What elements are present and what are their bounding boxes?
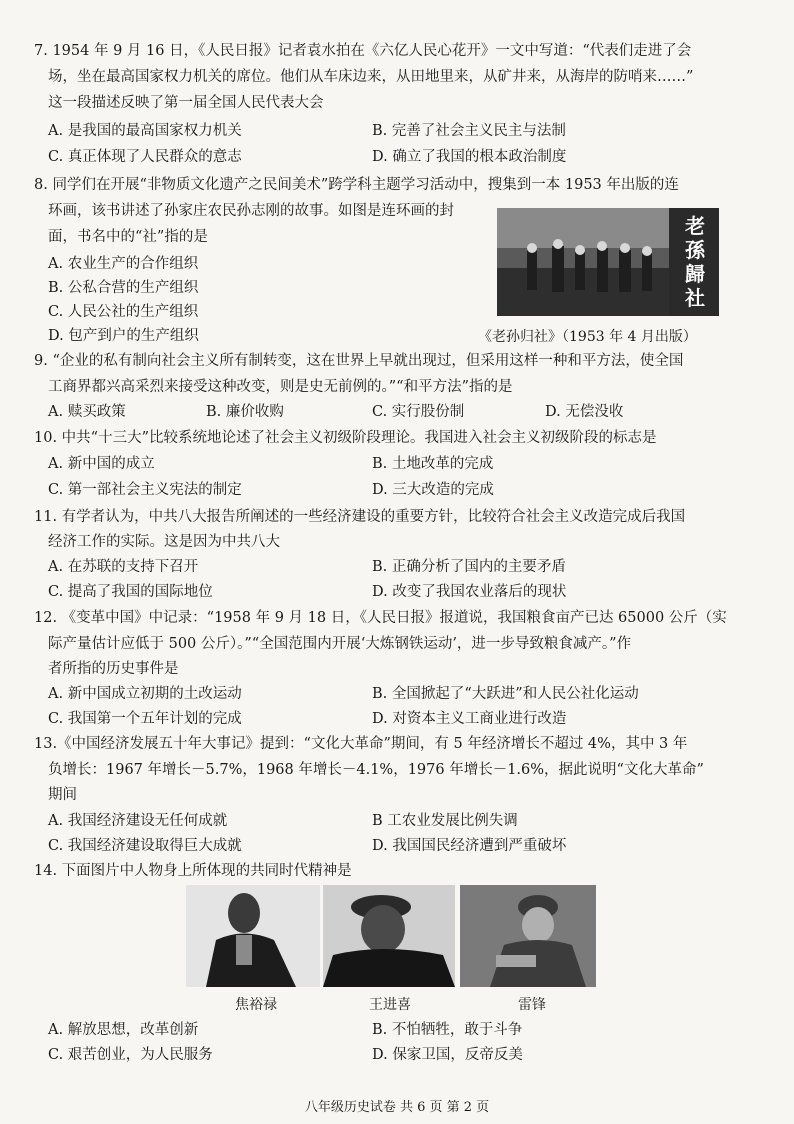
q7-stem-line-2: 场，坐在最高国家权力机关的席位。他们从车床边来，从田地里来，从矿井来，从海岸的防哨来……” — [48, 69, 694, 85]
portrait-name-3: 雷锋 — [518, 997, 546, 1013]
portrait-name-1: 焦裕禄 — [235, 997, 277, 1013]
q8-option-d: D. 包产到户的生产组织 — [48, 328, 199, 344]
portrait-jiao-yulu-illustration — [186, 885, 320, 987]
q14-stem-line-1: 14. 下面图片中人物身上所体现的共同时代精神是 — [34, 863, 352, 879]
q13-stem-line-2: 负增长：1967 年增长－5.7%，1968 年增长－4.1%，1976 年增长－1.6%，据此说明“文化大革命” — [48, 762, 704, 778]
q13-stem-line-1: 13.《中国经济发展五十年大事记》提到：“文化大革命”期间，有 5 年经济增长不超过 4%，其中 3 年 — [34, 736, 688, 752]
q10-option-a: A. 新中国的成立 — [48, 456, 155, 472]
page-footer: 八年级历史试卷 共 6 页 第 2 页 — [304, 1100, 490, 1115]
q11-option-d: D. 改变了我国农业落后的现状 — [372, 584, 567, 600]
portrait-wang-jinxi-illustration — [323, 885, 455, 987]
q9-option-b: B. 廉价收购 — [206, 404, 284, 420]
q9-option-c: C. 实行股份制 — [372, 404, 465, 420]
q11-option-c: C. 提高了我国的国际地位 — [48, 584, 213, 600]
q14-option-b: B. 不怕牺牲，敢于斗争 — [372, 1022, 523, 1038]
q9-option-d: D. 无偿没收 — [545, 404, 624, 420]
q11-option-b: B. 正确分析了国内的主要矛盾 — [372, 559, 566, 575]
q9-option-a: A. 赎买政策 — [48, 404, 126, 420]
comic-cover-title: 老孫歸社 — [685, 214, 705, 310]
q8-stem-line-1: 8. 同学们在开展“非物质文化遗产之民间美术”跨学科主题学习活动中，搜集到一本 1953 年出版的连 — [34, 177, 679, 193]
q14-option-c: C. 艰苦创业，为人民服务 — [48, 1047, 213, 1063]
q7-stem-line-3: 这一段描述反映了第一届全国人民代表大会 — [48, 95, 324, 111]
q7-option-a: A. 是我国的最高国家权力机关 — [48, 123, 242, 139]
q13-option-d: D. 我国国民经济遭到严重破坏 — [372, 838, 567, 854]
q8-stem-line-2: 环画，该书讲述了孙家庄农民孙志刚的故事。如图是连环画的封 — [48, 203, 454, 219]
q10-option-c: C. 第一部社会主义宪法的制定 — [48, 482, 242, 498]
portrait-wang-jinxi — [323, 885, 455, 987]
q12-option-d: D. 对资本主义工商业进行改造 — [372, 711, 567, 727]
q12-stem-line-1: 12. 《变革中国》中记录：“1958 年 9 月 18 日，《人民日报》报道说，我国粮食亩产已达 65000 公斤（实 — [34, 610, 727, 626]
comic-cover-caption: 《老孙归社》（1953 年 4 月出版） — [478, 329, 697, 345]
q14-option-d: D. 保家卫国，反帝反美 — [372, 1047, 523, 1063]
q11-stem-line-2: 经济工作的实际。这是因为中共八大 — [48, 534, 280, 550]
q10-option-d: D. 三大改造的完成 — [372, 482, 494, 498]
q8-option-c: C. 人民公社的生产组织 — [48, 304, 199, 320]
q7-option-c: C. 真正体现了人民群众的意志 — [48, 149, 242, 165]
portrait-name-2: 王进喜 — [369, 997, 411, 1013]
q11-stem-line-1: 11. 有学者认为，中共八大报告所阐述的一些经济建设的重要方针，比较符合社会主义改造完成后我国 — [34, 509, 686, 525]
q11-option-a: A. 在苏联的支持下召开 — [48, 559, 199, 575]
q10-option-b: B. 土地改革的完成 — [372, 456, 494, 472]
q8-option-a: A. 农业生产的合作组织 — [48, 256, 199, 272]
q10-stem-line-1: 10. 中共“十三大”比较系统地论述了社会主义初级阶段理论。我国进入社会主义初级阶段的标志是 — [34, 430, 657, 446]
q12-option-a: A. 新中国成立初期的土改运动 — [48, 686, 242, 702]
q13-option-a: A. 我国经济建设无任何成就 — [48, 813, 228, 829]
q7-option-d: D. 确立了我国的根本政治制度 — [372, 149, 567, 165]
q9-stem-line-2: 工商界都兴高采烈来接受这种改变，则是史无前例的。”“和平方法”指的是 — [48, 379, 513, 395]
portrait-jiao-yulu — [186, 885, 320, 987]
comic-cover-image — [497, 208, 719, 316]
q14-option-a: A. 解放思想，改革创新 — [48, 1022, 199, 1038]
q8-option-b: B. 公私合营的生产组织 — [48, 280, 199, 296]
q8-stem-line-3: 面，书名中的“社”指的是 — [48, 229, 208, 245]
q12-stem-line-2: 际产量估计应低于 500 公斤）。”“全国范围内开展‘大炼钢铁运动’，进一步导致粮食减产。”作 — [48, 636, 632, 652]
q9-stem-line-1: 9. “企业的私有制向社会主义所有制转变，这在世界上早就出现过，但采用这样一种和平方法，使全国 — [34, 353, 684, 369]
q13-option-b: B 工农业发展比例失调 — [372, 813, 518, 829]
q12-stem-line-3: 者所指的历史事件是 — [48, 661, 179, 677]
q12-option-c: C. 我国第一个五年计划的完成 — [48, 711, 242, 727]
portrait-lei-feng — [460, 885, 596, 987]
q12-option-b: B. 全国掀起了“大跃进”和人民公社化运动 — [372, 686, 639, 702]
q13-stem-line-3: 期间 — [48, 787, 77, 803]
q7-stem-line-1: 7. 1954 年 9 月 16 日，《人民日报》记者袁水拍在《六亿人民心花开》一文中写道：“代表们走进了会 — [34, 43, 692, 59]
q13-option-c: C. 我国经济建设取得巨大成就 — [48, 838, 242, 854]
q7-option-b: B. 完善了社会主义民主与法制 — [372, 123, 566, 139]
portrait-lei-feng-illustration — [460, 885, 596, 987]
